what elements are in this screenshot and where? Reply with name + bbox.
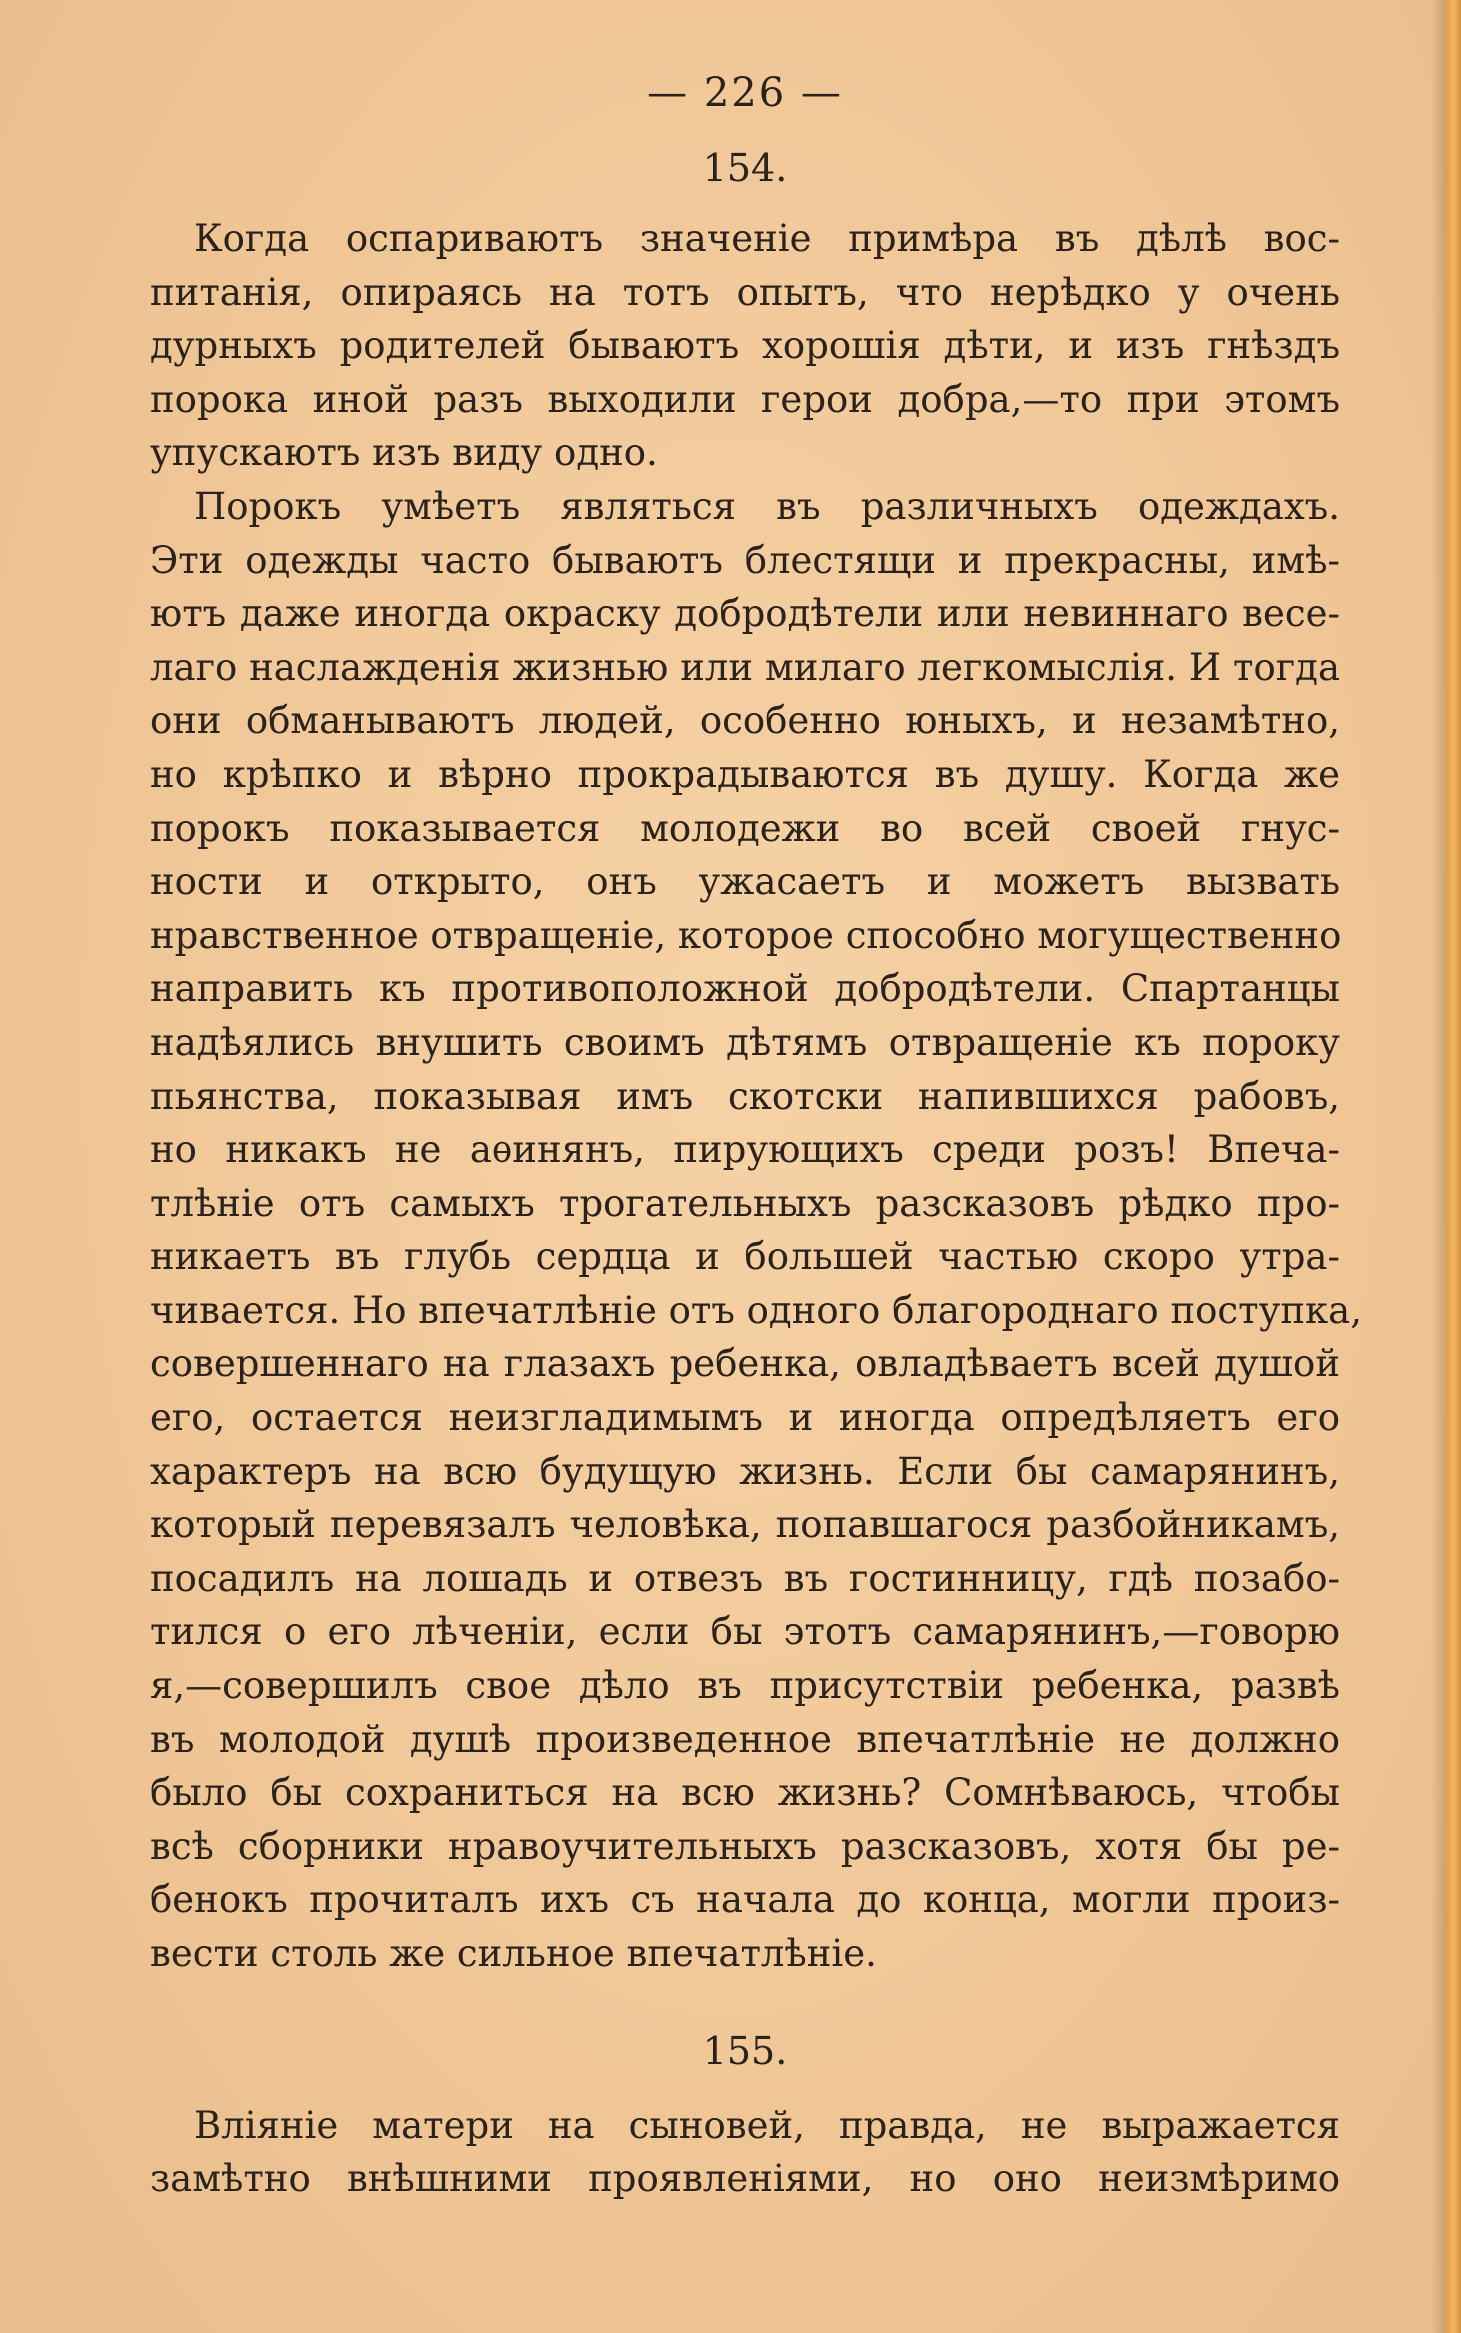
page-content (150, 60, 1362, 2206)
text-line: дурныхъ родителей бываютъ хорошiя дѣти, и изъ гнѣздъ (150, 324, 1340, 368)
text-line: Когда оспариваютъ значенiе примѣра въ дѣлѣ вос- (194, 217, 1340, 260)
text-line: но никакъ не аѳинянъ, пирующихъ среди розъ! Впеча- (150, 1128, 1340, 1172)
page-number: — 226 — (647, 70, 843, 116)
text-line: они обманываютъ людей, особенно юныхъ, и незамѣтно, (150, 699, 1340, 743)
text-line: я,—совершилъ свое дѣло въ присутствiи ребенка, развѣ (150, 1664, 1340, 1708)
text-line: въ молодой душѣ произведенное впечатлѣнiе не должно (150, 1717, 1340, 1761)
text-line: но крѣпко и вѣрно прокрадываются въ душу. Когда же (150, 752, 1340, 796)
text-line: совершеннаго на глазахъ ребенка, овладѣваетъ всей душой (150, 1342, 1340, 1386)
text-line: всѣ сборники нравоучительныхъ разсказовъ, хотя бы ре- (150, 1824, 1340, 1868)
text-line: тлѣнiе отъ самыхъ трогательныхъ разсказовъ рѣдко про- (150, 1181, 1340, 1225)
text-line: бенокъ прочиталъ ихъ съ начала до конца, могли произ- (150, 1878, 1340, 1922)
section-gap (150, 1981, 1340, 2019)
text-line: никаетъ въ глубь сердца и большей частью скоро утра- (150, 1235, 1340, 1279)
text-line: вести столь же сильное впечатлѣнiе. (150, 1932, 877, 1975)
text-line: который перевязалъ человѣка, попавшагося разбойникамъ, (150, 1503, 1340, 1547)
text-line: ютъ даже иногда окраску добродѣтели или невиннаго весе- (150, 592, 1340, 636)
text-line: было бы сохраниться на всю жизнь? Сомнѣваюсь, чтобы (150, 1771, 1340, 1815)
text-line: упускаютъ изъ виду одно. (150, 431, 658, 475)
paragraph (150, 2099, 1340, 2206)
text-line: Эти одежды часто бываютъ блестящи и прекрасны, имѣ- (150, 538, 1340, 582)
text-line: порока иной разъ выходили герои добра,—то при этомъ (150, 377, 1340, 421)
text-line: направить къ противоположной добродѣтели. Спартанцы (150, 967, 1340, 1011)
text-line: нравственное отвращенiе, которое способно могущественно (150, 913, 1342, 957)
section-number: 154. (702, 146, 788, 190)
text-line: его, остается неизгладимымъ и иногда опредѣляетъ его (150, 1396, 1340, 1440)
text-line: характеръ на всю будущую жизнь. Если бы самарянинъ, (150, 1449, 1340, 1493)
text-line: Влiянiе матери на сыновей, правда, не выражается (194, 2103, 1340, 2147)
paragraph (150, 480, 1362, 1981)
text-line: чивается. Но впечатлѣнiе отъ одного благороднаго поступка, (150, 1288, 1362, 1332)
text-line: замѣтно внѣшними проявленiями, но оно неизмѣримо (150, 2157, 1340, 2201)
page-edge (1431, 0, 1461, 2333)
section-number: 155. (702, 2028, 788, 2073)
paragraph (150, 212, 1340, 480)
text-line: порокъ показывается молодежи во всей своей гнус- (150, 806, 1340, 850)
text-line: Порокъ умѣетъ являться въ различныхъ одеждахъ. (194, 484, 1340, 528)
text-line: питанiя, опираясь на тотъ опытъ, что нерѣдко у очень (150, 270, 1340, 314)
text-line: тился о его лѣченiи, если бы этотъ самарянинъ,—говорю (150, 1610, 1340, 1654)
text-line: ности и открыто, онъ ужасаетъ и можетъ вызвать (150, 860, 1340, 904)
text-line: лаго наслажденiя жизнью или милаго легкомыслiя. И тогда (150, 645, 1340, 689)
text-line: пьянства, показывая имъ скотски напившихся рабовъ, (150, 1074, 1340, 1118)
text-line: надѣялись внушить своимъ дѣтямъ отвращенiе къ пороку (150, 1020, 1340, 1064)
text-line: посадилъ на лошадь и отвезъ въ гостинницу, гдѣ позабо- (150, 1556, 1340, 1600)
